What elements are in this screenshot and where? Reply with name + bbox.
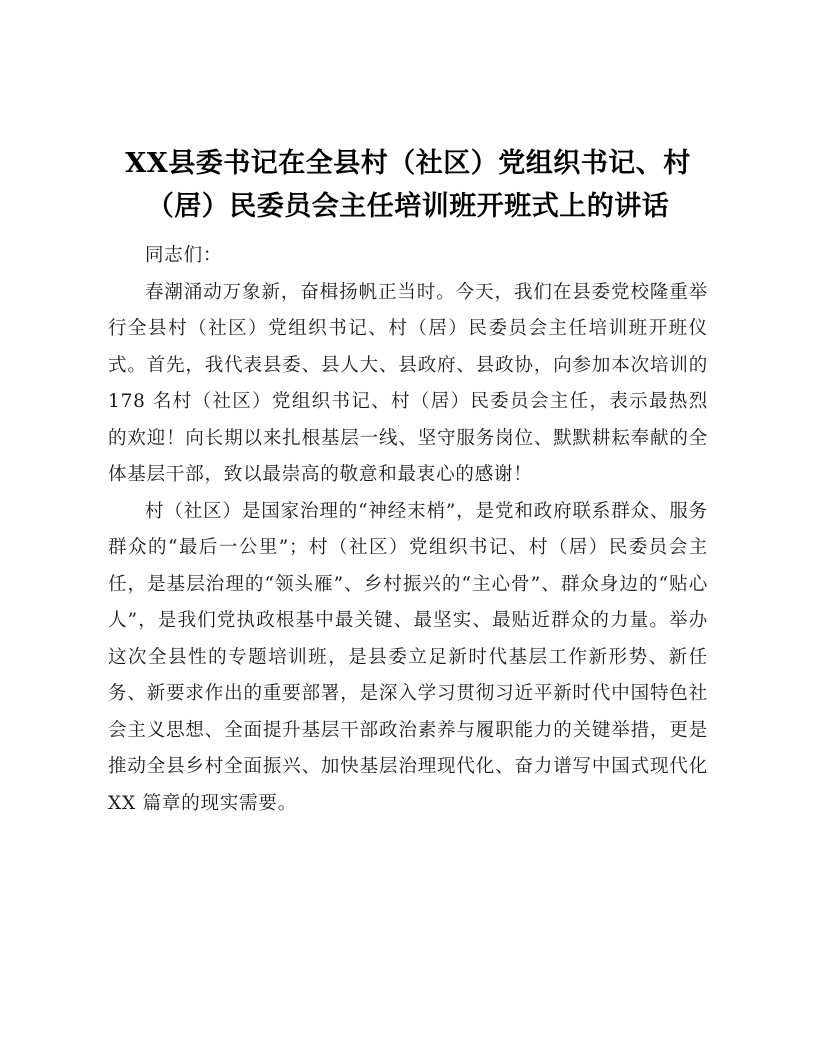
paragraph-welcome: 春潮涌动万象新，奋楫扬帆正当时。今天，我们在县委党校隆重举行全县村（社区）党组织书记、村（居）民委员会主任培训班开班仪式。首先，我代表县委、县人大、县政府、县政协，向参加本次培训的 178 名村（社区）党组织书记、村（居）民委员会主任，表示最热烈的欢迎！向长期以来扎根基层一线、坚守服务岗位、默默耕耘奉献的全体基层干部，致以最崇高的敬意和最衷心的感谢！ xyxy=(108,281,708,485)
title-line-2: （居）民委员会主任培训班开班式上的讲话 xyxy=(146,191,670,222)
salutation: 同志们： xyxy=(145,245,223,266)
document-title xyxy=(108,142,708,228)
paragraph-significance: 村（社区）是国家治理的“神经末梢”，是党和政府联系群众、服务群众的“最后一公里”；村（社区）党组织书记、村（居）民委员会主任，是基层治理的“领头雁”、乡村振兴的“主心骨”、群众身边的“贴心人”，是我们党执政根基中最关键、最坚实、最贴近群众的力量。举办这次全县性的专题培训班，是县委立足新时代基层工作新形势、新任务、新要求作出的重要部署，是深入学习贯彻习近平新时代中国特色社会主义思想、全面提升基层干部政治素养与履职能力的关键举措，更是推动全县乡村全面振兴、加快基层治理现代化、奋力谱写中国式现代化 XX 篇章的现实需要。 xyxy=(108,500,708,814)
title-line-1: XX县委书记在全县村（社区）党组织书记、村 xyxy=(125,148,691,179)
document-body xyxy=(108,238,708,822)
document-page xyxy=(108,142,708,822)
